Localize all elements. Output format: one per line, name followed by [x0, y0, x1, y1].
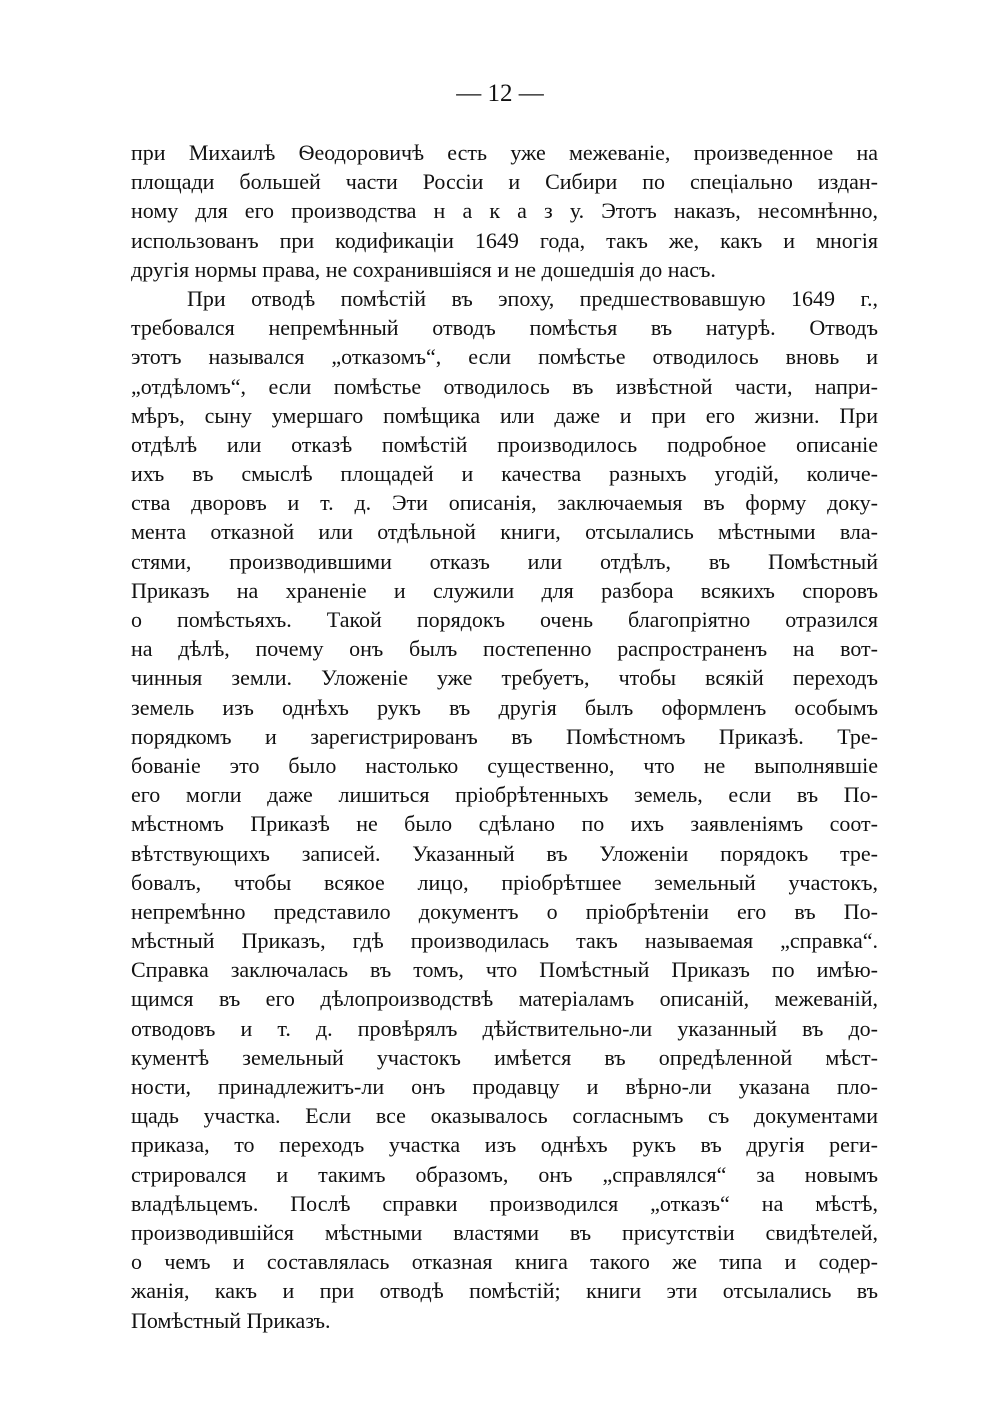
text-line: бовалъ, чтобы всякое лицо, пріобрѣтшее земельный участокъ,	[131, 869, 878, 895]
text-line: мѣстный Приказъ, гдѣ производилась такъ называемая „справка“.	[131, 928, 878, 954]
text-line: Приказъ на храненіе и служили для разбора всякихъ споровъ	[131, 577, 878, 603]
text-line: бованіе это было настолько существенно, что не выполнявшіе	[131, 752, 878, 778]
text-line: о помѣстьяхъ. Такой порядокъ очень благопріятно отразился	[131, 607, 878, 632]
text-line: При отводѣ помѣстій въ эпоху, предшествовавшую 1649 г.,	[187, 285, 878, 311]
text-line: этотъ назывался „отказомъ“, если помѣстье отводилось вновь и	[131, 344, 878, 370]
text-line: другія нормы права, не сохранившіяся и не дошедшія до насъ.	[131, 256, 716, 282]
text-line: стрировался и такимъ образомъ, онъ „справлялся“ за новымъ	[131, 1161, 878, 1187]
text-line: требовался непремѣнный отводъ помѣстья въ натурѣ. Отводъ	[131, 315, 878, 341]
text-line: отдѣлѣ или отказѣ помѣстій производилось подробное описаніе	[131, 431, 878, 457]
text-line: ному для его производства н а к а з у. Этотъ наказъ, несомнѣнно,	[131, 198, 878, 224]
text-line: его могли даже лишиться пріобрѣтенныхъ земель, если въ По-	[131, 782, 878, 808]
text-line: производившійся мѣстными властями въ присутствіи свидѣтелей,	[131, 1219, 878, 1245]
text-line: отводовъ и т. д. провѣрялъ дѣйствительно-ли указанный въ до-	[131, 1015, 878, 1041]
text-line: владѣльцемъ. Послѣ справки производился „отказъ“ на мѣстѣ,	[131, 1190, 878, 1216]
text-line: при Михаилѣ Ѳеодоровичѣ есть уже межеваніе, произведенное на	[131, 140, 878, 165]
text-line: мѣстномъ Приказѣ не было сдѣлано по ихъ заявленіямъ соот-	[131, 811, 878, 837]
text-line: ихъ въ смыслѣ площадей и качества разныхъ угодій, количе-	[131, 461, 878, 487]
text-line: порядкомъ и зарегистрированъ въ Помѣстномъ Приказѣ. Тре-	[131, 723, 878, 749]
text-line: земель изъ однѣхъ рукъ въ другія былъ оформленъ особымъ	[131, 694, 878, 720]
text-line: вѣтствующихъ записей. Указанный въ Уложеніи порядокъ тре-	[131, 840, 878, 866]
text-line: „отдѣломъ“, если помѣстье отводилось въ извѣстной части, напри-	[131, 373, 878, 399]
text-line: использованъ при кодификаціи 1649 года, такъ же, какъ и многія	[131, 227, 878, 253]
text-line: приказа, то переходъ участка изъ однѣхъ рукъ въ другія реги-	[131, 1132, 878, 1158]
body-text	[131, 138, 878, 1335]
text-line: жанія, какъ и при отводѣ помѣстій; книги эти отсылались въ	[131, 1278, 878, 1304]
text-line: Справка заключалась въ томъ, что Помѣстный Приказъ по имѣю-	[131, 957, 878, 983]
text-line: площади большей части Россіи и Сибири по спеціально издан-	[131, 169, 878, 195]
text-line: о чемъ и составлялась отказная книга такого же типа и содер-	[131, 1249, 878, 1275]
text-line: щимся въ его дѣлопроизводствѣ матеріаламъ описаній, межеваній,	[131, 986, 878, 1012]
text-line: кументѣ земельный участокъ имѣется въ опредѣленной мѣст-	[131, 1044, 878, 1070]
text-line: ности, принадлежитъ-ли онъ продавцу и вѣрно-ли указана пло-	[131, 1074, 878, 1099]
text-line: ства дворовъ и т. д. Эти описанія, заключаемыя въ форму доку-	[131, 490, 878, 516]
page-number: — 12 —	[456, 80, 544, 107]
text-line: мѣръ, сыну умершаго помѣщика или даже и при его жизни. При	[131, 402, 878, 428]
text-line: Помѣстный Приказъ.	[131, 1307, 331, 1333]
text-line: непремѣнно представило документъ о пріобрѣтеніи его въ По-	[131, 898, 878, 924]
text-line: чинныя земли. Уложеніе уже требуетъ, чтобы всякій переходъ	[131, 665, 878, 691]
text-line: стями, производившими отказъ или отдѣлъ, въ Помѣстный	[131, 548, 878, 574]
text-line: мента отказной или отдѣльной книги, отсылались мѣстными вла-	[131, 519, 878, 545]
text-line: на дѣлѣ, почему онъ былъ постепенно распространенъ на вот-	[131, 636, 878, 662]
text-line: щадь участка. Если все оказывалось согласнымъ съ документами	[131, 1103, 878, 1129]
